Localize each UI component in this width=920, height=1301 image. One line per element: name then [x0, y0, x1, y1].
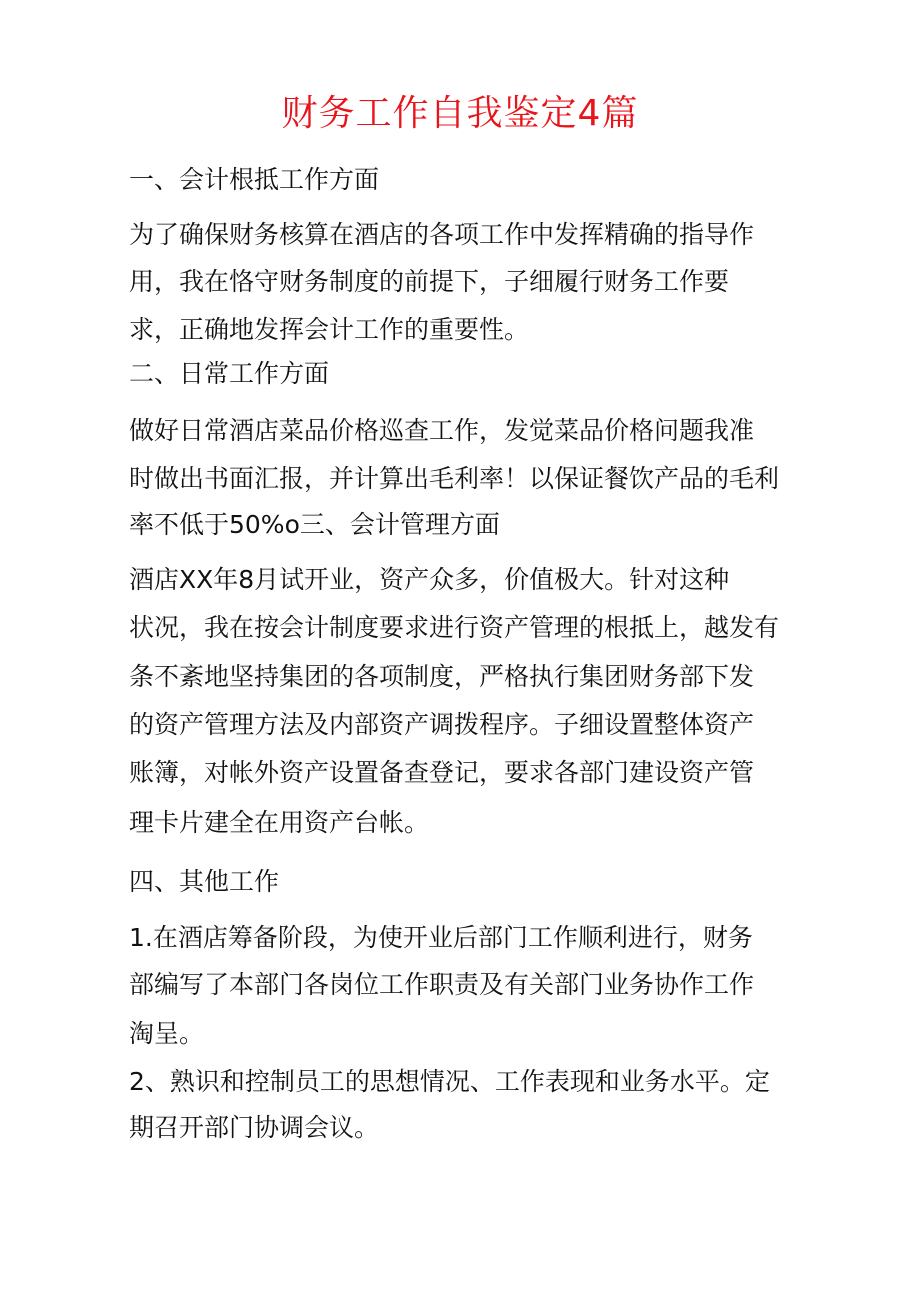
document-title: 财务工作自我鉴定4篇: [281, 93, 639, 134]
paragraph-line: 期召开部门协调会议。: [129, 1113, 380, 1142]
paragraph-line: 用，我在恪守财务制度的前提下，子细履行财务工作要: [129, 267, 730, 296]
paragraph-line: 的资产管理方法及内部资产调拨程序。子细设置整体资产: [129, 710, 755, 739]
paragraph-line: 淘呈。: [129, 1019, 205, 1048]
paragraph-line: 时做出书面汇报，并计算出毛利率！以保证餐饮产品的毛利: [129, 464, 780, 493]
paragraph-line: 理卡片建全在用资产台帐。: [129, 808, 430, 837]
paragraph-line: 酒店XX年8月试开业，资产众多，价值极大。针对这种: [129, 565, 730, 594]
section-heading-2: 二、日常工作方面: [129, 359, 330, 388]
paragraph-line: 为了确保财务核算在酒店的各项工作中发挥精确的指导作: [129, 220, 755, 249]
paragraph-line: 1.在酒店筹备阶段，为使开业后部门工作顺利进行，财务: [129, 923, 753, 952]
paragraph-line: 率不低于50%o三、会计管理方面: [129, 510, 500, 539]
paragraph-line: 状况，我在按会计制度要求进行资产管理的根抵上，越发有: [129, 613, 780, 642]
paragraph-line: 账簿，对帐外资产设置备查登记，要求各部门建设资产管: [129, 758, 755, 787]
paragraph-line: 求，正确地发挥会计工作的重要性。: [129, 315, 530, 344]
section-heading-1: 一、会计根抵工作方面: [129, 165, 380, 194]
paragraph-line: 做好日常酒店菜品价格巡查工作，发觉菜品价格问题我准: [129, 416, 755, 445]
paragraph-line: 条不紊地坚持集团的各项制度，严格执行集团财务部下发: [129, 662, 755, 691]
section-heading-4: 四、其他工作: [129, 867, 280, 896]
paragraph-line: 2、熟识和控制员工的思想情况、工作表现和业务水平。定: [129, 1067, 770, 1096]
paragraph-line: 部编写了本部门各岗位工作职责及有关部门业务协作工作: [129, 970, 755, 999]
